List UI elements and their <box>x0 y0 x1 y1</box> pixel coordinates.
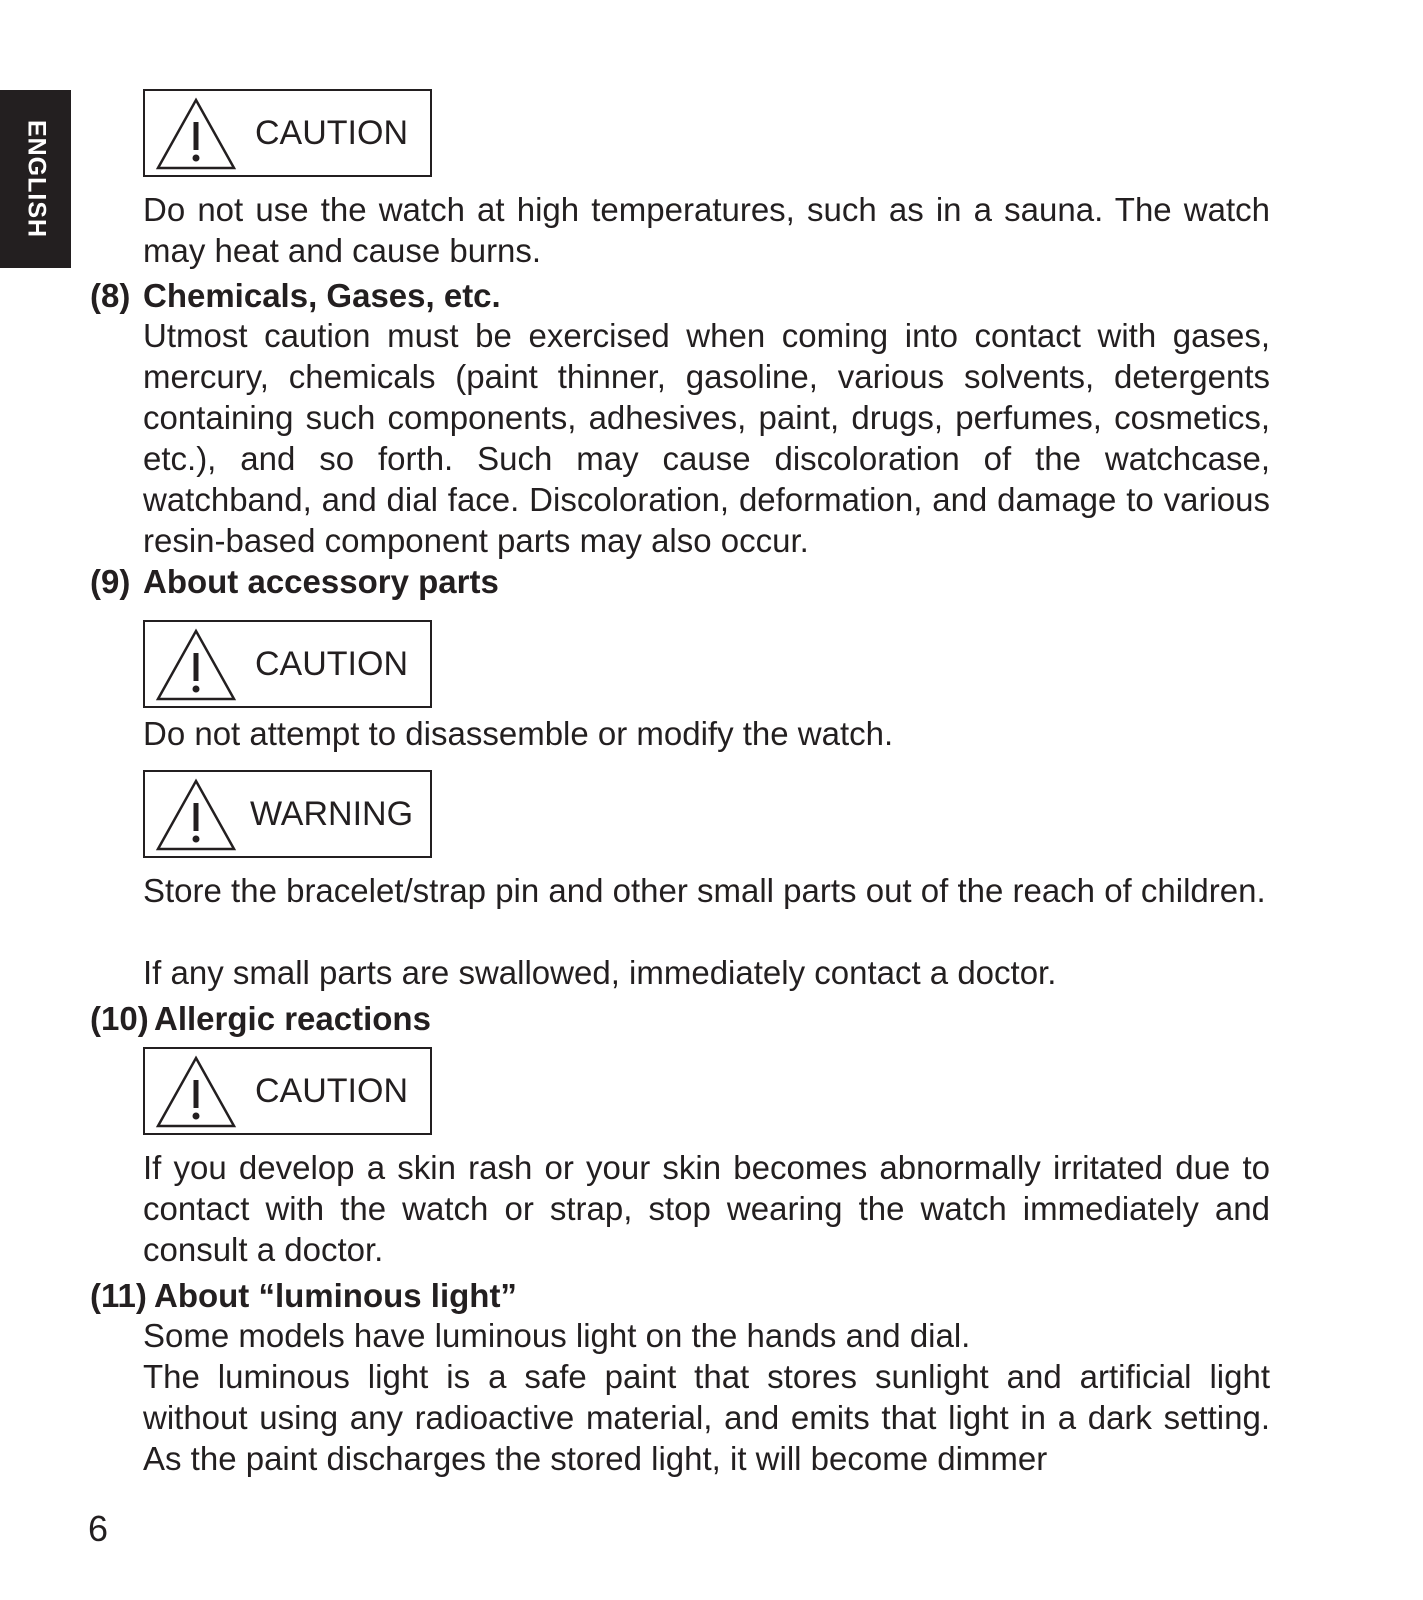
luminous-paragraph-2: The luminous light is a safe paint that stores sunlight and artificial light without using any radioactive material, and emits that light in a dark setting. As the paint discharges the stored light, it will become dimmer <box>143 1358 1270 1477</box>
luminous-paragraph: Some models have luminous light on the hands and dial. <box>143 1317 971 1354</box>
caution-label: CAUTION <box>255 644 408 683</box>
language-tab <box>0 90 71 268</box>
caution-notice <box>143 1047 432 1135</box>
caution-notice <box>143 620 432 708</box>
section-heading-11 <box>90 1275 517 1316</box>
warning-triangle-icon <box>155 1054 237 1130</box>
section-number: (8) <box>90 277 131 314</box>
caution-notice <box>143 89 432 177</box>
warning-notice <box>143 770 432 858</box>
section-title: About “luminous light” <box>154 1277 517 1314</box>
warning-triangle-icon <box>155 96 237 172</box>
warning-triangle-icon <box>155 777 237 853</box>
language-tab-label: ENGLISH <box>22 119 50 239</box>
section-heading-8 <box>90 275 501 316</box>
section-heading-10 <box>90 998 431 1039</box>
warning-label: WARNING <box>249 794 414 833</box>
accessory-warning-text: Store the bracelet/strap pin and other small parts out of the reach of children. <box>143 872 1266 909</box>
section-title: Chemicals, Gases, etc. <box>143 277 501 314</box>
section-number: (11) <box>90 1277 147 1314</box>
section-heading-9 <box>90 561 499 602</box>
section-number: (9) <box>90 563 131 600</box>
intro-paragraph: Do not use the watch at high temperatures, such as in a sauna. The watch may heat and cause burns. <box>143 191 1270 269</box>
page-number: 6 <box>88 1508 109 1549</box>
section-title: Allergic reactions <box>154 1000 431 1037</box>
warning-triangle-icon <box>155 627 237 703</box>
accessory-caution-text: Do not attempt to disassemble or modify the watch. <box>143 715 894 752</box>
accessory-warning-text-2: If any small parts are swallowed, immediately contact a doctor. <box>143 954 1057 991</box>
caution-label: CAUTION <box>255 113 408 152</box>
chemicals-paragraph: Utmost caution must be exercised when coming into contact with gases, mercury, chemicals (paint thinner, gasoline, various solvents, detergents containing such components, adhesives, paint, drugs, perfumes, cosmetics, etc.), and so forth. Such may cause discoloration of the watchcase, watchband, and dial face. Discoloration, deformation, and damage to various resin-based component parts may also occur. <box>143 317 1270 559</box>
section-title: About accessory parts <box>143 563 499 600</box>
allergy-paragraph: If you develop a skin rash or your skin becomes abnormally irritated due to contact with the watch or strap, stop wearing the watch immediately and consult a doctor. <box>143 1149 1270 1268</box>
section-number: (10) <box>90 1000 149 1037</box>
caution-label: CAUTION <box>255 1071 408 1110</box>
